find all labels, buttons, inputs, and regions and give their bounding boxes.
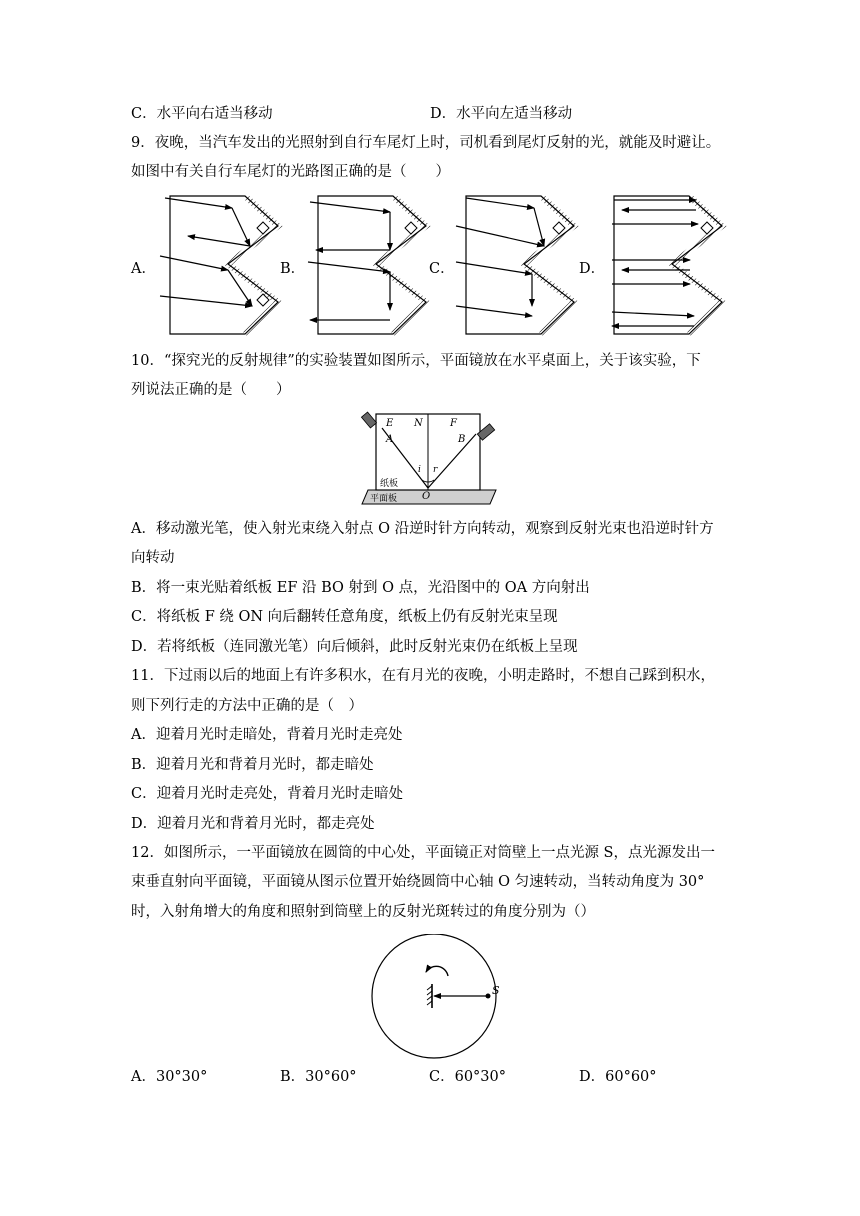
q10-option-b: B．将一束光贴着纸板 EF 沿 BO 射到 O 点，光沿图中的 OA 方向射出 (131, 580, 590, 596)
q9-stem-line2: 如图中有关自行车尾灯的光路图正确的是（ ） (131, 164, 450, 180)
q11-option-c: C．迎着月光时走亮处，背着月光时走暗处 (131, 786, 404, 802)
q10-stem-line1: 10．“探究光的反射规律”的实验装置如图所示，平面镜放在水平桌面上，关于该实验，下 (131, 353, 701, 369)
light-source-point (486, 994, 491, 999)
q11-option-b: B．迎着月光和背着月光时，都走暗处 (131, 757, 374, 773)
q12-stem-line2: 束垂直射向平面镜，平面镜从图示位置开始绕圆筒中心轴 O 匀速转动，当转动角度为 30° (131, 874, 705, 890)
q9-label-d: D． (579, 261, 606, 277)
q9-figure-b (308, 196, 426, 334)
q11-option-a: A．迎着月光时走暗处，背着月光时走亮处 (131, 727, 403, 743)
q9-figures (150, 188, 740, 338)
label-a: A (386, 434, 394, 445)
q10-stem-line2: 列说法正确的是（ ） (131, 382, 291, 398)
label-paper: 纸板 (380, 479, 399, 489)
q12-option-c: C．60°30° (429, 1069, 506, 1085)
label-mirror: 平面板 (370, 494, 398, 504)
q11-stem-line1: 11．下过雨以后的地面上有许多积水，在有月光的夜晚，小明走路时，不想自己踩到积水， (131, 668, 715, 684)
label-o: O (422, 491, 431, 502)
q8-option-d: D．水平向左适当移动 (430, 106, 573, 122)
q9-figure-d (612, 196, 722, 334)
q12-option-b: B．30°60° (280, 1069, 357, 1085)
q9-figure-c (456, 196, 574, 334)
label-r: r (433, 465, 438, 475)
q11-option-d: D．迎着月光和背着月光时，都走亮处 (131, 816, 375, 832)
q10-option-d: D．若将纸板（连同激光笔）向后倾斜，此时反射光束仍在纸板上呈现 (131, 639, 578, 655)
q9-label-b: B． (280, 261, 306, 277)
q9-figure-a (160, 196, 278, 334)
label-b: B (458, 434, 466, 445)
q9-stem-line1: 9．夜晚，当汽车发出的光照射到自行车尾灯上时，司机看到尾灯反射的光，就能及时避让。 (131, 135, 721, 151)
label-n: N (414, 418, 423, 429)
q12-figure (364, 934, 514, 1064)
q12-option-a: A．30°30° (131, 1069, 208, 1085)
q10-figure (356, 408, 506, 508)
q9-label-a: A． (131, 261, 156, 277)
q10-option-c: C．将纸板 F 绕 ON 向后翻转任意角度，纸板上仍有反射光束呈现 (131, 609, 558, 625)
label-i: i (418, 465, 421, 475)
label-f: F (450, 418, 457, 429)
q10-option-a-line2: 向转动 (131, 550, 175, 566)
rotation-arrow-icon (426, 966, 448, 976)
q8-option-c: C．水平向右适当移动 (131, 106, 273, 122)
label-e: E (386, 418, 394, 429)
q9-label-c: C． (429, 261, 455, 277)
q11-stem-line2: 则下列行走的方法中正确的是（ ） (131, 698, 363, 714)
q12-option-d: D．60°60° (579, 1069, 657, 1085)
q12-stem-line3: 时，入射角增大的角度和照射到筒壁上的反射光斑转过的角度分别为（） (131, 904, 595, 920)
q12-stem-line1: 12．如图所示，一平面镜放在圆筒的中心处，平面镜正对筒壁上一点光源 S，点光源发出一 (131, 845, 715, 861)
q10-option-a-line1: A．移动激光笔，使入射光束绕入射点 O 沿逆时针方向转动，观察到反射光束也沿逆时针方 (131, 521, 714, 537)
label-s: S (492, 984, 500, 997)
